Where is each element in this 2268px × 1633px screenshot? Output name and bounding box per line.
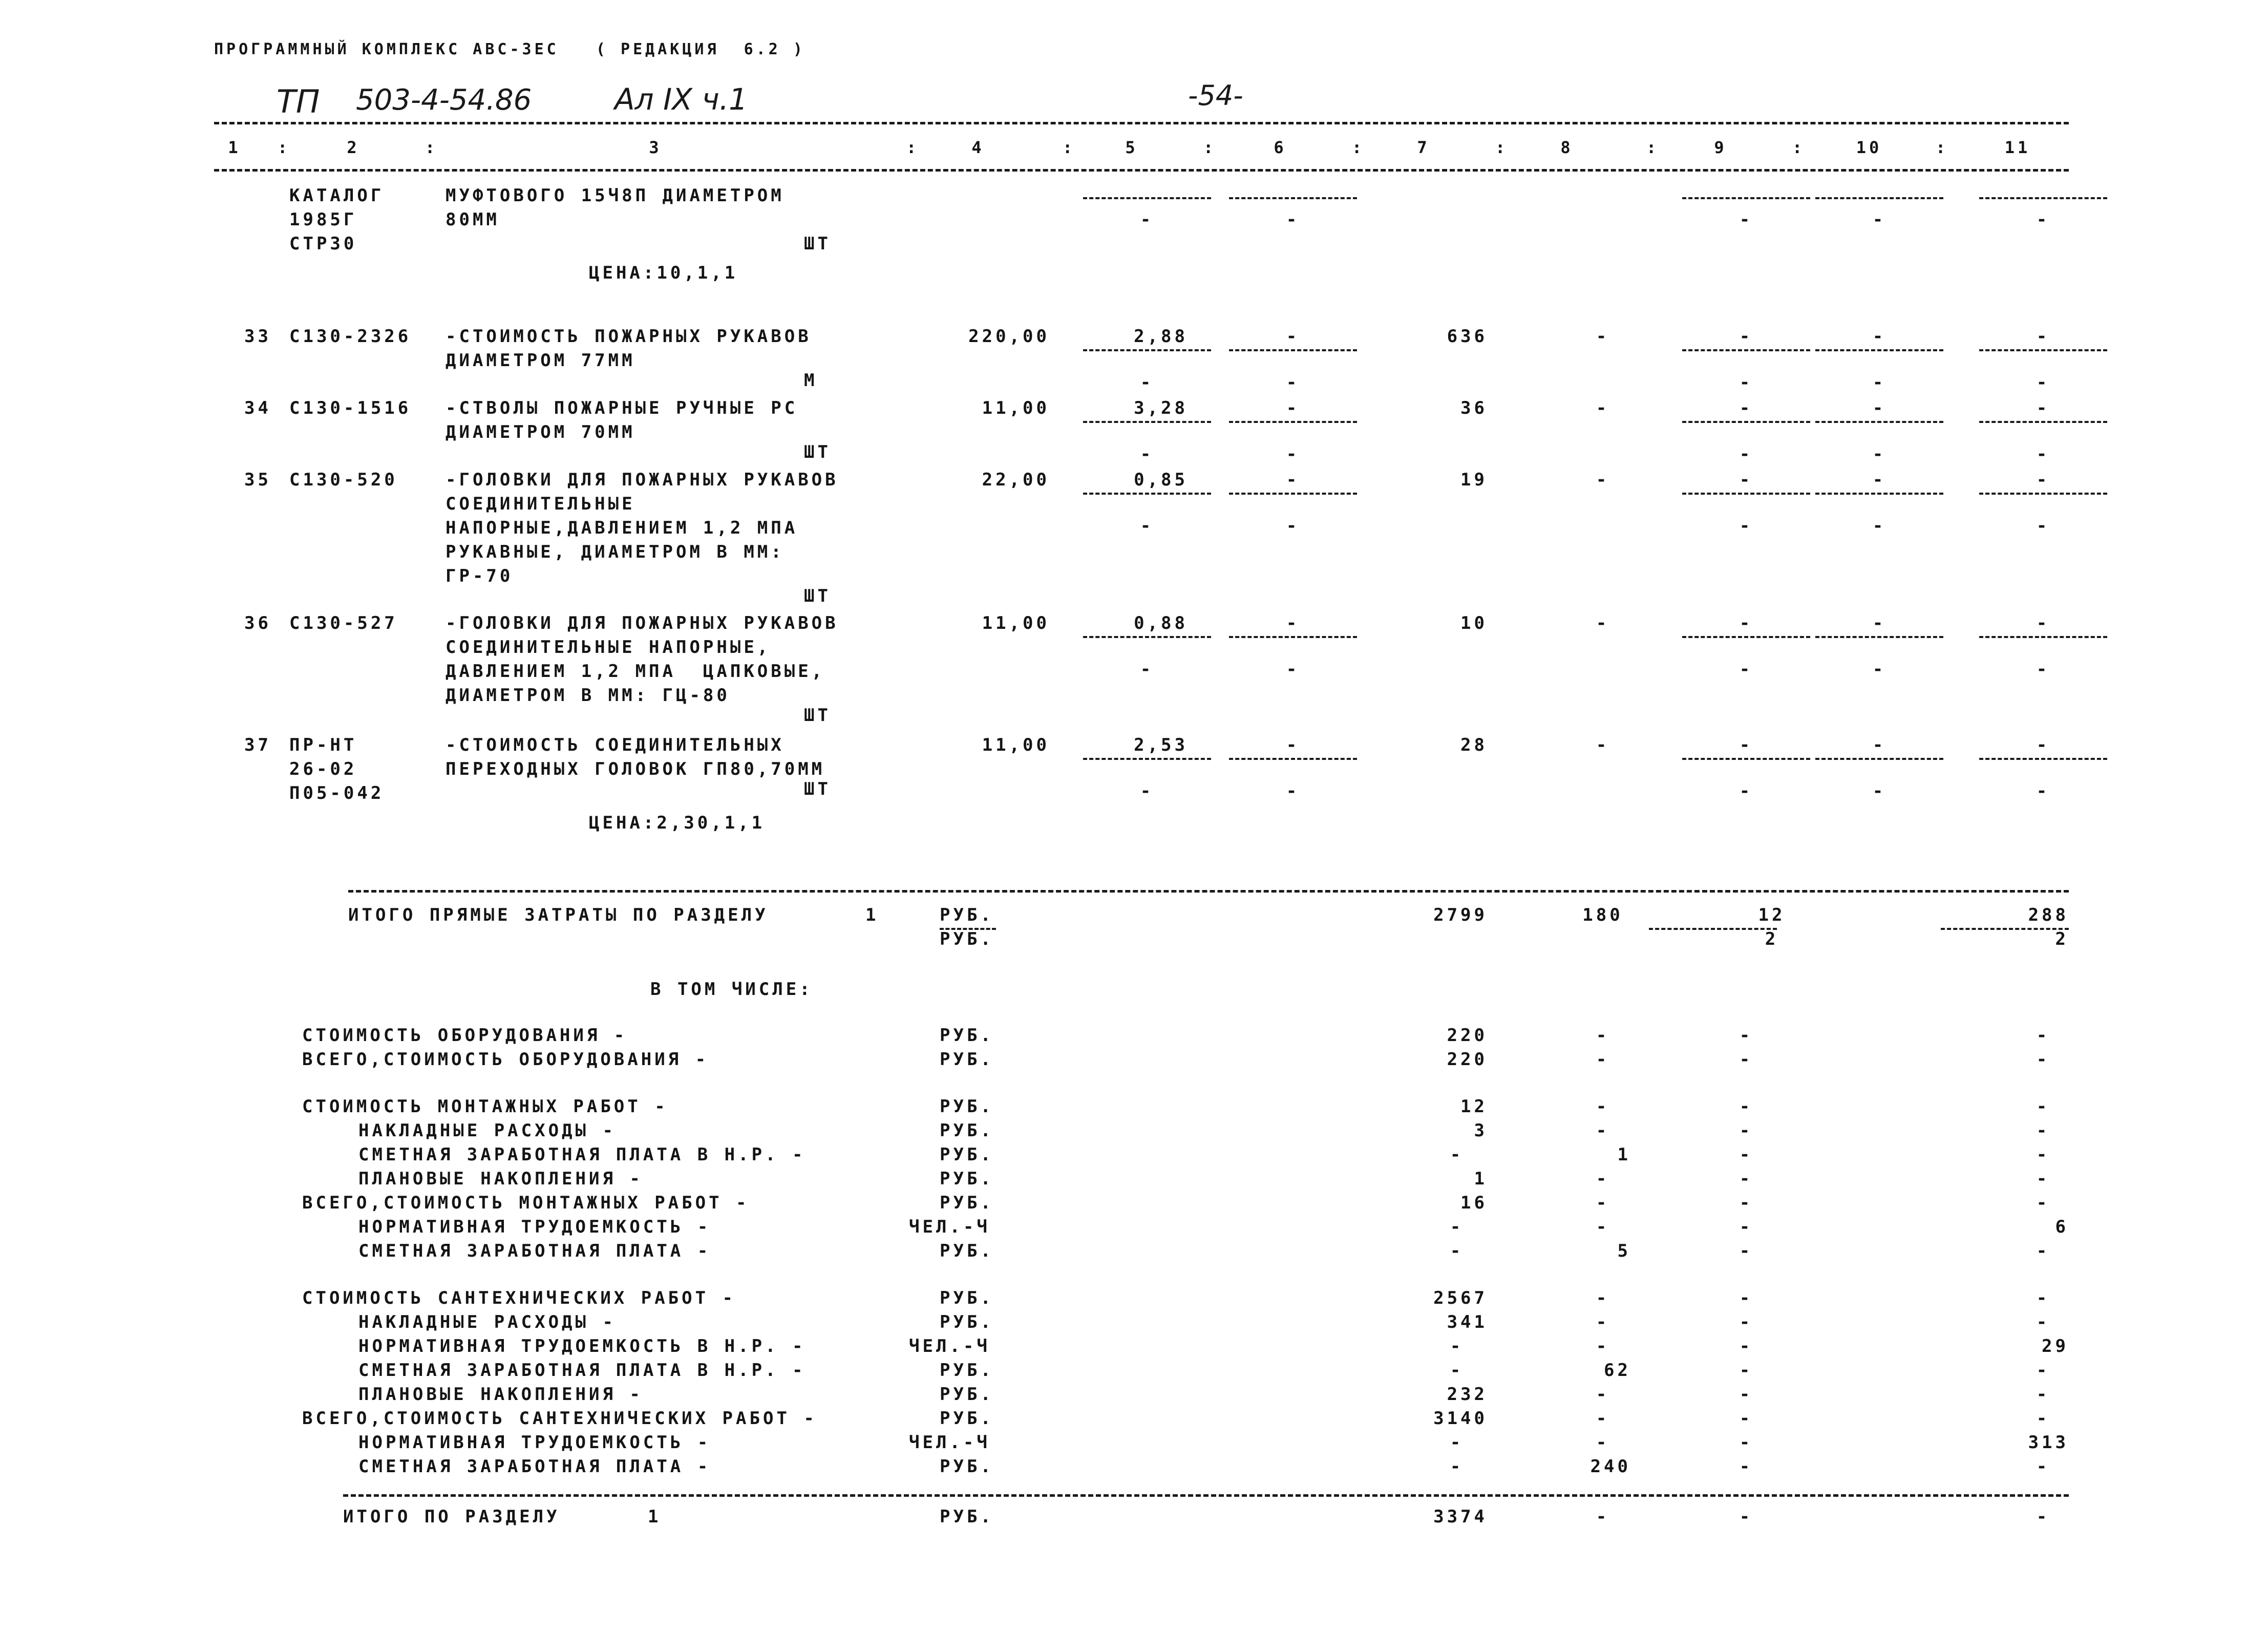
empty-cell: - bbox=[1872, 209, 1887, 230]
summary-unit: ЧЕЛ.-Ч bbox=[909, 1217, 990, 1237]
summary-unit: РУБ. bbox=[940, 1025, 994, 1046]
empty-cell: - bbox=[1286, 781, 1300, 801]
section-total-value: 3374 bbox=[1433, 1507, 1488, 1527]
item-number: 35 bbox=[244, 470, 271, 490]
summary-unit: РУБ. bbox=[940, 1312, 994, 1332]
empty-cell: - bbox=[1739, 516, 1753, 536]
column-separator: : bbox=[1203, 138, 1217, 157]
item-code: С130-527 bbox=[289, 613, 398, 633]
summary-value: - bbox=[1596, 1312, 1610, 1332]
including-label: В ТОМ ЧИСЛЕ: bbox=[650, 979, 813, 1000]
cell-divider bbox=[1229, 349, 1357, 351]
summary-value: - bbox=[1450, 1217, 1464, 1237]
column-number: 10 bbox=[1856, 138, 1882, 157]
cell-value: - bbox=[1286, 470, 1300, 490]
cell-divider bbox=[1979, 758, 2107, 760]
unit-cost: 3,28 bbox=[1134, 398, 1188, 418]
summary-unit: ЧЕЛ.-Ч bbox=[909, 1336, 990, 1356]
cell-divider bbox=[1083, 197, 1211, 199]
item-description: МУФТОВОГО 15Ч8П ДИАМЕТРОМ bbox=[446, 185, 785, 206]
column-number: 7 bbox=[1417, 138, 1430, 157]
summary-value: - bbox=[1739, 1384, 1753, 1405]
cell-divider bbox=[1682, 493, 1810, 495]
summary-value: - bbox=[1596, 1336, 1610, 1356]
summary-value: - bbox=[2036, 1408, 2050, 1429]
cell-divider bbox=[1941, 928, 2069, 930]
cell-value: - bbox=[1739, 613, 1753, 633]
column-number: 11 bbox=[2004, 138, 2031, 157]
totals-unit: РУБ. bbox=[940, 905, 994, 925]
summary-value: - bbox=[2036, 1288, 2050, 1308]
column-separator: : bbox=[1495, 138, 1509, 157]
cell-divider bbox=[1229, 758, 1357, 760]
item-description: СОЕДИНИТЕЛЬНЫЕ НАПОРНЫЕ, bbox=[446, 637, 771, 658]
summary-value: 220 bbox=[1447, 1049, 1488, 1070]
quantity: 220,00 bbox=[968, 326, 1050, 347]
empty-cell: - bbox=[1286, 209, 1300, 230]
catalog-ref: КАТАЛОГ bbox=[289, 185, 385, 206]
summary-label: СМЕТНАЯ ЗАРАБОТНАЯ ПЛАТА В Н.Р. - bbox=[358, 1360, 806, 1381]
summary-label: НАКЛАДНЫЕ РАСХОДЫ - bbox=[358, 1312, 616, 1332]
summary-value: - bbox=[1450, 1336, 1464, 1356]
column-separator: : bbox=[1646, 138, 1660, 157]
cell-value: - bbox=[1286, 326, 1300, 347]
section-total-rule bbox=[343, 1494, 2069, 1497]
summary-value: 16 bbox=[1460, 1193, 1488, 1213]
cell-divider bbox=[1229, 197, 1357, 199]
cell-divider bbox=[1682, 758, 1810, 760]
summary-value: 240 bbox=[1590, 1456, 1631, 1477]
empty-cell: - bbox=[1140, 209, 1154, 230]
total-cost: 28 bbox=[1460, 735, 1488, 755]
cell-value: - bbox=[1739, 326, 1753, 347]
column-separator: : bbox=[425, 138, 438, 157]
empty-cell: - bbox=[1286, 444, 1300, 464]
cell-divider bbox=[1815, 421, 1943, 423]
summary-value: - bbox=[1739, 1312, 1753, 1332]
summary-value: 1 bbox=[1474, 1169, 1488, 1189]
summary-value: - bbox=[1739, 1241, 1753, 1261]
summary-unit: РУБ. bbox=[940, 1144, 994, 1165]
summary-value: - bbox=[1739, 1193, 1753, 1213]
cell-divider bbox=[1682, 349, 1810, 351]
empty-cell: - bbox=[1872, 516, 1887, 536]
summary-value: - bbox=[1596, 1120, 1610, 1141]
column-separator: : bbox=[278, 138, 291, 157]
summary-value: 2567 bbox=[1433, 1288, 1488, 1308]
totals-value: 2799 bbox=[1433, 905, 1488, 925]
cell-divider bbox=[1815, 636, 1943, 638]
catalog-ref: 1985Г bbox=[289, 209, 357, 230]
section-total-section: 1 bbox=[648, 1507, 662, 1527]
total-cost: 10 bbox=[1460, 613, 1488, 633]
unit-label: ШТ bbox=[804, 586, 831, 606]
summary-value: - bbox=[1596, 1408, 1610, 1429]
handwritten-tp: ТП bbox=[277, 83, 320, 120]
cell-value: - bbox=[1596, 470, 1610, 490]
summary-value: 232 bbox=[1447, 1384, 1488, 1405]
item-code: П05-042 bbox=[289, 783, 385, 803]
summary-value: - bbox=[1739, 1432, 1753, 1453]
section-total-value: - bbox=[1596, 1507, 1610, 1527]
summary-label: НАКЛАДНЫЕ РАСХОДЫ - bbox=[358, 1120, 616, 1141]
summary-value: - bbox=[1739, 1144, 1753, 1165]
cell-value: - bbox=[2036, 398, 2050, 418]
totals-value: 2 bbox=[1765, 929, 1779, 949]
cell-value: - bbox=[1872, 735, 1887, 755]
summary-value: - bbox=[1739, 1456, 1753, 1477]
summary-unit: РУБ. bbox=[940, 1288, 994, 1308]
summary-value: - bbox=[1450, 1456, 1464, 1477]
summary-unit: РУБ. bbox=[940, 1096, 994, 1117]
cell-divider bbox=[1979, 493, 2107, 495]
empty-cell: - bbox=[1140, 444, 1154, 464]
column-number: 6 bbox=[1274, 138, 1287, 157]
item-number: 36 bbox=[244, 613, 271, 633]
section-total-label: ИТОГО ПО РАЗДЕЛУ bbox=[343, 1507, 560, 1527]
cell-divider bbox=[1649, 928, 1777, 930]
item-description: -СТОИМОСТЬ ПОЖАРНЫХ РУКАВОВ bbox=[446, 326, 812, 347]
quantity: 11,00 bbox=[982, 613, 1050, 633]
item-description: -ГОЛОВКИ ДЛЯ ПОЖАРНЫХ РУКАВОВ bbox=[446, 613, 839, 633]
unit-cost: 2,88 bbox=[1134, 326, 1188, 347]
unit-label: ШТ bbox=[804, 442, 831, 462]
summary-label: СМЕТНАЯ ЗАРАБОТНАЯ ПЛАТА - bbox=[358, 1241, 711, 1261]
section-total-value: - bbox=[2036, 1507, 2050, 1527]
empty-cell: - bbox=[1140, 372, 1154, 393]
total-cost: 36 bbox=[1460, 398, 1488, 418]
cell-divider bbox=[1682, 197, 1810, 199]
item-number: 33 bbox=[244, 326, 271, 347]
unit-cost: 0,85 bbox=[1134, 470, 1188, 490]
summary-value: 1 bbox=[1617, 1144, 1631, 1165]
summary-label: СМЕТНАЯ ЗАРАБОТНАЯ ПЛАТА В Н.Р. - bbox=[358, 1144, 806, 1165]
summary-label: СМЕТНАЯ ЗАРАБОТНАЯ ПЛАТА - bbox=[358, 1456, 711, 1477]
cell-divider bbox=[1815, 493, 1943, 495]
item-description: -СТОИМОСТЬ СОЕДИНИТЕЛЬНЫХ bbox=[446, 735, 785, 755]
unit-label: ШТ bbox=[804, 705, 831, 726]
price-label: ЦЕНА:10,1,1 bbox=[589, 263, 738, 283]
cell-value: - bbox=[1596, 398, 1610, 418]
item-description: ГР-70 bbox=[446, 566, 514, 586]
cell-value: - bbox=[2036, 470, 2050, 490]
summary-value: - bbox=[2036, 1241, 2050, 1261]
summary-value: - bbox=[2036, 1144, 2050, 1165]
item-description: ДИАМЕТРОМ В ММ: ГЦ-80 bbox=[446, 685, 730, 706]
summary-value: - bbox=[2036, 1169, 2050, 1189]
summary-value: 62 bbox=[1604, 1360, 1631, 1381]
item-description: 80ММ bbox=[446, 209, 500, 230]
summary-value: - bbox=[2036, 1025, 2050, 1046]
unit-label: ШТ bbox=[804, 779, 831, 799]
item-description: ДИАМЕТРОМ 77ММ bbox=[446, 350, 635, 371]
summary-label: НОРМАТИВНАЯ ТРУДОЕМКОСТЬ В Н.Р. - bbox=[358, 1336, 806, 1356]
cell-divider bbox=[1979, 636, 2107, 638]
totals-value: 12 bbox=[1758, 905, 1786, 925]
summary-label: ПЛАНОВЫЕ НАКОПЛЕНИЯ - bbox=[358, 1169, 643, 1189]
summary-value: - bbox=[1739, 1408, 1753, 1429]
summary-value: - bbox=[1739, 1120, 1753, 1141]
totals-value: 288 bbox=[2028, 905, 2069, 925]
unit-cost: 0,88 bbox=[1134, 613, 1188, 633]
empty-cell: - bbox=[2036, 659, 2050, 680]
summary-value: - bbox=[1739, 1217, 1753, 1237]
item-code: ПР-НТ bbox=[289, 735, 357, 755]
summary-value: - bbox=[2036, 1384, 2050, 1405]
summary-value: 3140 bbox=[1433, 1408, 1488, 1429]
summary-value: - bbox=[1596, 1025, 1610, 1046]
summary-value: - bbox=[1450, 1432, 1464, 1453]
cell-value: - bbox=[1872, 326, 1887, 347]
section-total-unit: РУБ. bbox=[940, 1507, 994, 1527]
cell-value: - bbox=[1286, 613, 1300, 633]
summary-value: 341 bbox=[1447, 1312, 1488, 1332]
cell-divider bbox=[1229, 493, 1357, 495]
summary-value: - bbox=[2036, 1456, 2050, 1477]
empty-cell: - bbox=[1286, 516, 1300, 536]
summary-label: СТОИМОСТЬ МОНТАЖНЫХ РАБОТ - bbox=[302, 1096, 668, 1117]
cell-divider bbox=[1979, 349, 2107, 351]
empty-cell: - bbox=[2036, 516, 2050, 536]
handwritten-page: -54- bbox=[1188, 79, 1243, 112]
totals-top-rule bbox=[348, 890, 2069, 893]
summary-unit: РУБ. bbox=[940, 1360, 994, 1381]
summary-value: 313 bbox=[2028, 1432, 2069, 1453]
summary-label: ПЛАНОВЫЕ НАКОПЛЕНИЯ - bbox=[358, 1384, 643, 1405]
cell-value: - bbox=[1596, 735, 1610, 755]
column-separator: : bbox=[906, 138, 920, 157]
totals-unit: РУБ. bbox=[940, 929, 994, 949]
summary-value: - bbox=[1596, 1288, 1610, 1308]
empty-cell: - bbox=[1286, 659, 1300, 680]
cell-value: - bbox=[1286, 398, 1300, 418]
total-cost: 636 bbox=[1447, 326, 1488, 347]
item-code: С130-1516 bbox=[289, 398, 412, 418]
summary-value: - bbox=[1596, 1217, 1610, 1237]
cell-value: - bbox=[2036, 613, 2050, 633]
summary-value: - bbox=[1739, 1288, 1753, 1308]
empty-cell: - bbox=[2036, 444, 2050, 464]
item-number: 37 bbox=[244, 735, 271, 755]
column-separator: : bbox=[1063, 138, 1076, 157]
summary-value: - bbox=[1739, 1049, 1753, 1070]
cell-value: - bbox=[1739, 735, 1753, 755]
cell-divider bbox=[1083, 421, 1211, 423]
catalog-ref: СТР30 bbox=[289, 234, 357, 254]
empty-cell: - bbox=[1140, 516, 1154, 536]
header-top-rule bbox=[214, 122, 2069, 124]
handwritten-album: Ал IX ч.1 bbox=[614, 82, 748, 117]
section-total-value: - bbox=[1739, 1507, 1753, 1527]
summary-label: НОРМАТИВНАЯ ТРУДОЕМКОСТЬ - bbox=[358, 1432, 711, 1453]
summary-value: 12 bbox=[1460, 1096, 1488, 1117]
column-number: 3 bbox=[649, 138, 662, 157]
column-number: 4 bbox=[971, 138, 985, 157]
empty-cell: - bbox=[1872, 781, 1887, 801]
summary-value: - bbox=[1596, 1169, 1610, 1189]
cell-divider bbox=[1083, 636, 1211, 638]
column-number: 9 bbox=[1714, 138, 1727, 157]
summary-value: 3 bbox=[1474, 1120, 1488, 1141]
summary-label: ВСЕГО,СТОИМОСТЬ ОБОРУДОВАНИЯ - bbox=[302, 1049, 709, 1070]
item-number: 34 bbox=[244, 398, 271, 418]
unit-label: ШТ bbox=[804, 234, 831, 254]
unit-label: М bbox=[804, 370, 818, 391]
cell-value: - bbox=[2036, 326, 2050, 347]
cell-value: - bbox=[2036, 735, 2050, 755]
column-number: 2 bbox=[347, 138, 360, 157]
cell-value: - bbox=[1739, 470, 1753, 490]
column-separator: : bbox=[1352, 138, 1365, 157]
summary-value: - bbox=[1739, 1169, 1753, 1189]
item-description: НАПОРНЫЕ,ДАВЛЕНИЕМ 1,2 МПА bbox=[446, 518, 798, 538]
summary-value: - bbox=[2036, 1120, 2050, 1141]
summary-value: - bbox=[2036, 1312, 2050, 1332]
empty-cell: - bbox=[1140, 781, 1154, 801]
summary-value: - bbox=[1739, 1336, 1753, 1356]
cell-divider bbox=[1979, 421, 2107, 423]
item-description: -СТВОЛЫ ПОЖАРНЫЕ РУЧНЫЕ РС bbox=[446, 398, 798, 418]
summary-value: - bbox=[2036, 1193, 2050, 1213]
empty-cell: - bbox=[2036, 781, 2050, 801]
summary-unit: РУБ. bbox=[940, 1408, 994, 1429]
quantity: 22,00 bbox=[982, 470, 1050, 490]
totals-value: 180 bbox=[1582, 905, 1623, 925]
unit-cost: 2,53 bbox=[1134, 735, 1188, 755]
totals-label: ИТОГО ПРЯМЫЕ ЗАТРАТЫ ПО РАЗДЕЛУ bbox=[348, 905, 769, 925]
summary-unit: РУБ. bbox=[940, 1169, 994, 1189]
summary-value: - bbox=[1596, 1193, 1610, 1213]
cell-divider bbox=[1083, 349, 1211, 351]
summary-unit: РУБ. bbox=[940, 1384, 994, 1405]
summary-value: - bbox=[1450, 1144, 1464, 1165]
summary-value: 220 bbox=[1447, 1025, 1488, 1046]
empty-cell: - bbox=[1872, 659, 1887, 680]
handwritten-code: 503-4-54.86 bbox=[356, 83, 532, 117]
empty-cell: - bbox=[1739, 659, 1753, 680]
summary-label: ВСЕГО,СТОИМОСТЬ САНТЕХНИЧЕСКИХ РАБОТ - bbox=[302, 1408, 817, 1429]
summary-unit: РУБ. bbox=[940, 1456, 994, 1477]
cell-divider bbox=[1083, 493, 1211, 495]
item-code: С130-520 bbox=[289, 470, 398, 490]
summary-value: - bbox=[1450, 1241, 1464, 1261]
summary-unit: РУБ. bbox=[940, 1193, 994, 1213]
totals-value: 2 bbox=[2055, 929, 2069, 949]
cell-divider bbox=[1815, 349, 1943, 351]
item-description: -ГОЛОВКИ ДЛЯ ПОЖАРНЫХ РУКАВОВ bbox=[446, 470, 839, 490]
summary-value: - bbox=[2036, 1360, 2050, 1381]
empty-cell: - bbox=[1739, 444, 1753, 464]
empty-cell: - bbox=[1286, 372, 1300, 393]
cell-value: - bbox=[1596, 613, 1610, 633]
cell-value: - bbox=[1739, 398, 1753, 418]
summary-value: - bbox=[1739, 1025, 1753, 1046]
item-description: ДАВЛЕНИЕМ 1,2 МПА ЦАПКОВЫЕ, bbox=[446, 661, 825, 682]
cell-divider bbox=[1682, 636, 1810, 638]
summary-value: - bbox=[2036, 1049, 2050, 1070]
summary-unit: ЧЕЛ.-Ч bbox=[909, 1432, 990, 1453]
summary-value: - bbox=[2036, 1096, 2050, 1117]
total-cost: 19 bbox=[1460, 470, 1488, 490]
column-number: 1 bbox=[228, 138, 241, 157]
column-number: 8 bbox=[1560, 138, 1574, 157]
cell-divider bbox=[1979, 197, 2107, 199]
summary-unit: РУБ. bbox=[940, 1049, 994, 1070]
summary-label: ВСЕГО,СТОИМОСТЬ МОНТАЖНЫХ РАБОТ - bbox=[302, 1193, 750, 1213]
empty-cell: - bbox=[1140, 659, 1154, 680]
summary-label: СТОИМОСТЬ ОБОРУДОВАНИЯ - bbox=[302, 1025, 628, 1046]
summary-value: - bbox=[1596, 1384, 1610, 1405]
summary-value: - bbox=[1450, 1360, 1464, 1381]
cell-divider bbox=[1815, 197, 1943, 199]
summary-value: - bbox=[1739, 1096, 1753, 1117]
cell-divider bbox=[1229, 636, 1357, 638]
empty-cell: - bbox=[2036, 372, 2050, 393]
summary-value: - bbox=[1596, 1432, 1610, 1453]
cell-divider bbox=[1083, 758, 1211, 760]
cell-divider bbox=[1682, 421, 1810, 423]
summary-unit: РУБ. bbox=[940, 1120, 994, 1141]
cell-value: - bbox=[1872, 398, 1887, 418]
summary-value: 29 bbox=[2042, 1336, 2069, 1356]
cell-divider bbox=[1229, 421, 1357, 423]
item-code: 26-02 bbox=[289, 759, 357, 779]
program-header: ПРОГРАММНЫЙ КОМПЛЕКС АВС-3ЕС ( РЕДАКЦИЯ 6.2 ) bbox=[214, 40, 806, 58]
header-bottom-rule bbox=[214, 169, 2069, 172]
summary-value: - bbox=[1739, 1360, 1753, 1381]
empty-cell: - bbox=[1739, 781, 1753, 801]
cell-value: - bbox=[1872, 470, 1887, 490]
totals-section: 1 bbox=[865, 905, 879, 925]
column-separator: : bbox=[1792, 138, 1806, 157]
empty-cell: - bbox=[1872, 372, 1887, 393]
item-description: ДИАМЕТРОМ 70ММ bbox=[446, 422, 635, 442]
quantity: 11,00 bbox=[982, 398, 1050, 418]
summary-value: 5 bbox=[1617, 1241, 1631, 1261]
empty-cell: - bbox=[1739, 209, 1753, 230]
item-description: РУКАВНЫЕ, ДИАМЕТРОМ В ММ: bbox=[446, 542, 785, 562]
summary-label: НОРМАТИВНАЯ ТРУДОЕМКОСТЬ - bbox=[358, 1217, 711, 1237]
column-number: 5 bbox=[1125, 138, 1138, 157]
empty-cell: - bbox=[1872, 444, 1887, 464]
column-separator: : bbox=[1936, 138, 1949, 157]
summary-unit: РУБ. bbox=[940, 1241, 994, 1261]
empty-cell: - bbox=[2036, 209, 2050, 230]
item-description: СОЕДИНИТЕЛЬНЫЕ bbox=[446, 494, 635, 514]
summary-value: - bbox=[1596, 1096, 1610, 1117]
cell-value: - bbox=[1596, 326, 1610, 347]
summary-value: 6 bbox=[2055, 1217, 2069, 1237]
quantity: 11,00 bbox=[982, 735, 1050, 755]
price-label: ЦЕНА:2,30,1,1 bbox=[589, 813, 766, 833]
item-code: С130-2326 bbox=[289, 326, 412, 347]
cell-value: - bbox=[1286, 735, 1300, 755]
summary-value: - bbox=[1596, 1049, 1610, 1070]
item-description: ПЕРЕХОДНЫХ ГОЛОВОК ГП80,70ММ bbox=[446, 759, 825, 779]
empty-cell: - bbox=[1739, 372, 1753, 393]
summary-label: СТОИМОСТЬ САНТЕХНИЧЕСКИХ РАБОТ - bbox=[302, 1288, 736, 1308]
cell-value: - bbox=[1872, 613, 1887, 633]
cell-divider bbox=[1815, 758, 1943, 760]
